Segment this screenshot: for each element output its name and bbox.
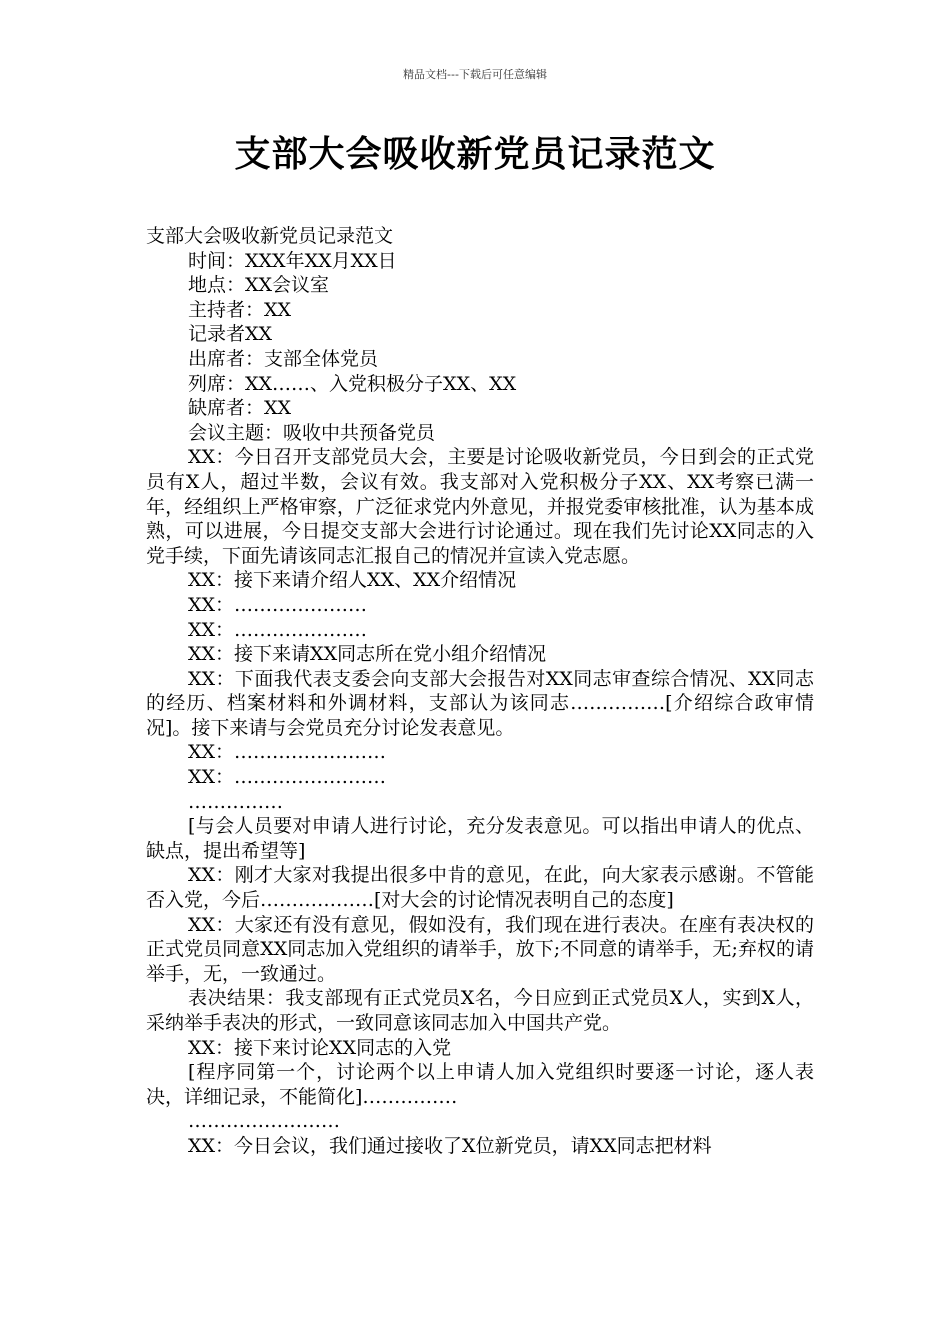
paragraph-ellipsis: XX：………………… bbox=[188, 593, 368, 616]
paragraph-applicant-response: XX：刚才大家对我提出很多中肯的意见，在此，向大家表示感谢。不管能否入党，今后………………[对大会的讨论情况表明自己的态度] bbox=[146, 864, 814, 912]
paragraph-ellipsis: …………… bbox=[188, 790, 283, 813]
meeting-location: 地点：XX会议室 bbox=[188, 274, 330, 297]
meeting-absentees: 缺席者：XX bbox=[188, 397, 292, 420]
paragraph-next-applicant: XX：接下来讨论XX同志的入党 bbox=[188, 1036, 452, 1059]
document-title: 支部大会吸收新党员记录范文 bbox=[234, 134, 716, 175]
header-note: 精品文档---下载后可任意编辑 bbox=[403, 68, 547, 81]
meeting-attendees: 出席者：支部全体党员 bbox=[188, 347, 379, 370]
paragraph-opening: XX：今日召开支部党员大会，主要是讨论吸收新党员，今日到会的正式党员有X人，超过半数，会议有效。我支部对入党积极分子XX、XX考察已满一年，经组织上严格审察，广泛征求党内外意见，并报党委审核批准，认为基本成熟，可以进展，今日提交支部大会进行讨论通过。现在我们先讨论XX同志的入党手续，下面先请该同志汇报自己的情况并宣读入党志愿。 bbox=[146, 446, 814, 567]
paragraph-ellipsis: XX：…………………… bbox=[188, 766, 387, 789]
paragraph-vote-result: 表决结果：我支部现有正式党员X名，今日应到正式党员X人，实到X人，采纳举手表决的形式，一致同意该同志加入中国共产党。 bbox=[146, 987, 814, 1034]
paragraph-ellipsis: XX：…………………… bbox=[188, 741, 387, 764]
paragraph-closing: XX：今日会议，我们通过接收了X位新党员，请XX同志把材料 bbox=[188, 1134, 712, 1157]
meeting-host: 主持者：XX bbox=[188, 298, 292, 321]
meeting-topic: 会议主题：吸收中共预备党员 bbox=[188, 421, 436, 444]
body-subtitle: 支部大会吸收新党员记录范文 bbox=[146, 225, 394, 247]
paragraph-vote-call: XX：大家还有没有意见，假如没有，我们现在进行表决。在座有表决权的正式党员同意XX同志加入党组织的请举手，放下;不同意的请举手，无;弃权的请举手，无，一致通过。 bbox=[146, 913, 814, 985]
meeting-recorder: 记录者XX bbox=[188, 323, 273, 346]
paragraph-discussion-note: [与会人员要对申请人进行讨论，充分发表意见。可以指出申请人的优点、缺点，提出希望等] bbox=[146, 815, 814, 862]
paragraph-committee-report: XX：下面我代表支委会向支部大会报告对XX同志审查综合情况、XX同志的经历、档案材料和外调材料，支部认为该同志……………[介绍综合政审情况]。接下来请与会党员充分讨论发表意见。 bbox=[146, 667, 814, 739]
meeting-observers: 列席：XX……、入党积极分子XX、XX bbox=[188, 372, 517, 395]
paragraph-group-report: XX：接下来请XX同志所在党小组介绍情况 bbox=[188, 643, 547, 666]
document-body bbox=[146, 224, 814, 1159]
paragraph-ellipsis: XX：………………… bbox=[188, 618, 368, 641]
paragraph-procedure-note: [程序同第一个，讨论两个以上申请人加入党组织时要逐一讨论，逐人表决，详细记录，不能简化]…………… bbox=[146, 1061, 814, 1108]
meeting-time: 时间：XXX年XX月XX日 bbox=[188, 249, 397, 272]
paragraph-introducers: XX：接下来请介绍人XX、XX介绍情况 bbox=[188, 569, 517, 592]
paragraph-ellipsis: …………………… bbox=[188, 1110, 340, 1133]
